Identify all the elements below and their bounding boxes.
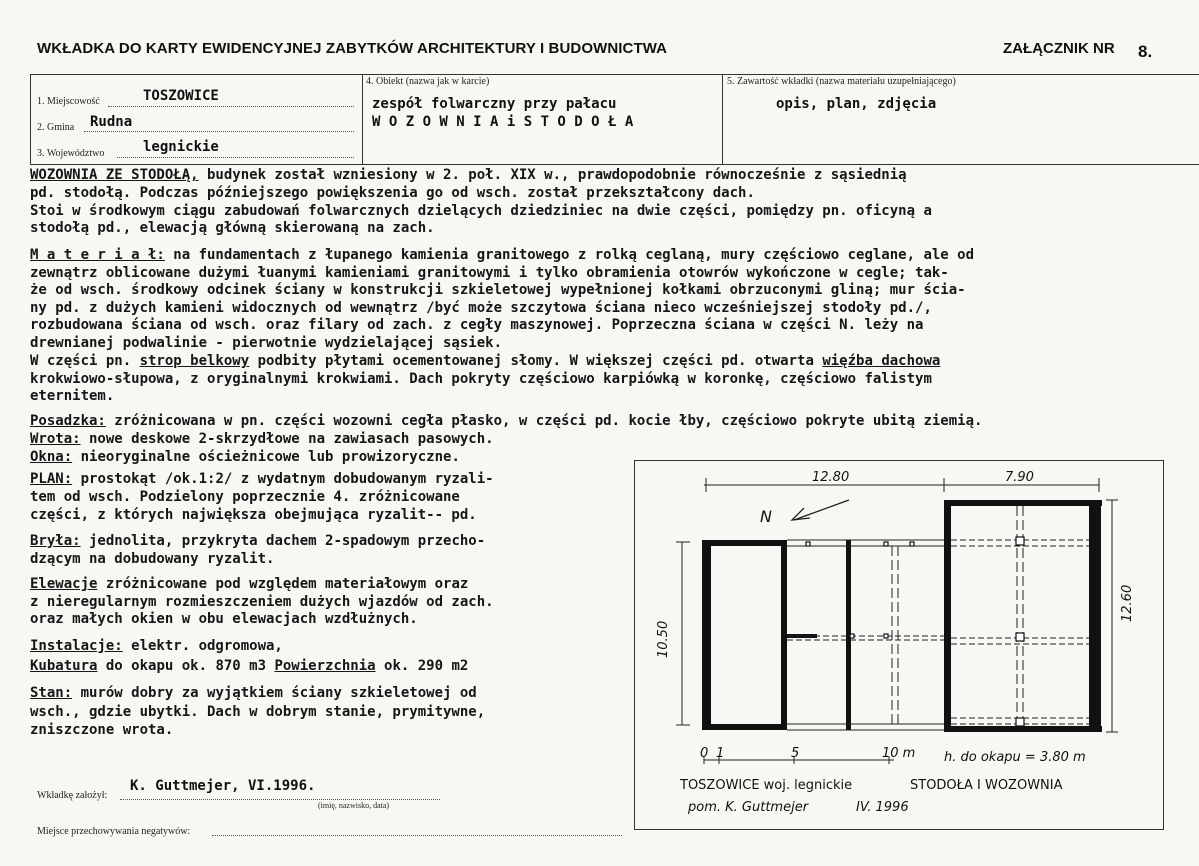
wrota-line: Wrota: nowe deskowe 2-skrzydłowe na zawiasach pasowych. bbox=[30, 431, 494, 447]
stan-label: Stan: bbox=[30, 685, 73, 701]
elewacje-line-2: z nieregularnym rozmieszczeniem dużych wjazdów od zach. bbox=[30, 594, 494, 610]
posadzka-line: Posadzka: zróżnicowana w pn. części wozowni cegła płasko, w części pd. kocie łby, częściowo pokryte ubitą ziemią. bbox=[30, 413, 983, 429]
author-label: Wkładkę założył: bbox=[37, 790, 108, 801]
table-bottom-rule bbox=[30, 164, 1199, 165]
plan-line-1: PLAN: prostokąt /ok.1:2/ z wydatnym dobudowanym ryzali- bbox=[30, 471, 494, 487]
table-divider-1 bbox=[362, 74, 363, 164]
wojewodztwo-line bbox=[117, 157, 354, 158]
gmina-label: 2. Gmina bbox=[37, 122, 75, 133]
caption-date: IV. 1996 bbox=[856, 800, 909, 815]
wiezba-term: więźba dachowa bbox=[822, 353, 941, 369]
plan-line-3: części, z których największa obejmująca ryzalit-- pd. bbox=[30, 507, 477, 523]
strop-line-1: W części pn. strop belkowy podbity płytami ocementowanej słomy. W większej części pd. otwarta więźba dachowa bbox=[30, 353, 941, 369]
material-line-3: że od wsch. środkowy odcinek ściany w konstrukcji szkieletowej wypełnionej kołkami obrzuconymi gliną; mur ścia- bbox=[30, 282, 966, 298]
elewacje-line-1: Elewacje zróżnicowane pod względem materiałowym oraz bbox=[30, 576, 469, 592]
annex-label: ZAŁĄCZNIK NR bbox=[1003, 40, 1115, 57]
elewacje-line-3: oraz małych okien w obu elewacjach wzdłużnych. bbox=[30, 611, 418, 627]
miejscowosc-label: 1. Miejscowość bbox=[37, 96, 100, 107]
card-title: WKŁADKA DO KARTY EWIDENCYJNEJ ZABYTKÓW ARCHITEKTURY I BUDOWNICTWA bbox=[37, 40, 668, 57]
obiekt-label: 4. Obiekt (nazwa jak w karcie) bbox=[366, 76, 490, 87]
strop-term: strop belkowy bbox=[139, 353, 250, 369]
dim-left: 10.50 bbox=[656, 620, 671, 658]
author-value: K. Guttmejer, VI.1996. bbox=[130, 778, 316, 794]
wrota-label: Wrota: bbox=[30, 431, 81, 447]
caption-author: pom. K. Guttmejer bbox=[688, 800, 809, 815]
caption-place: TOSZOWICE woj. legnickie bbox=[680, 778, 853, 793]
strop-line-3: eternitem. bbox=[30, 388, 115, 404]
stan-line-2: wsch., gdzie ubytki. Dach w dobrym stanie, prymitywne, bbox=[30, 704, 486, 720]
gmina-value: Rudna bbox=[90, 114, 133, 130]
okna-line: Okna: nieoryginalne ościeżnicowe lub prowizoryczne. bbox=[30, 449, 460, 465]
dim-right: 12.60 bbox=[1120, 584, 1135, 622]
intro-heading: WOZOWNIA ZE STODOŁĄ, bbox=[30, 167, 199, 183]
material-line-1: M a t e r i a ł: na fundamentach z łupanego kamienia granitowego z rolką ceglaną, mury częściowo ceglane, ale od bbox=[30, 247, 975, 263]
floor-plan bbox=[634, 460, 1164, 830]
annex-number: 8. bbox=[1138, 42, 1153, 61]
building-walls bbox=[702, 500, 1102, 732]
zawartosc-value: opis, plan, zdjęcia bbox=[776, 96, 937, 112]
storage-label: Miejsce przechowywania negatywów: bbox=[37, 826, 191, 837]
gmina-line bbox=[84, 131, 354, 132]
intro-line-4: stodołą pd., elewacją główną skierowaną na zach. bbox=[30, 220, 435, 236]
intro-line-3: Stoi w środkowym ciągu zabudowań folwarcznych dzielących dziedziniec na dwie części, pomiędzy pn. oficyną a bbox=[30, 203, 932, 219]
table-top-rule bbox=[30, 74, 1199, 75]
okna-label: Okna: bbox=[30, 449, 73, 465]
kubatura-label: Kubatura bbox=[30, 658, 98, 674]
scale-1: 1 bbox=[716, 746, 725, 761]
scale-10: 10 m bbox=[882, 746, 916, 761]
material-heading: M a t e r i a ł: bbox=[30, 247, 165, 263]
material-line-4: ny pd. z dużych kamieni widocznych od wewnątrz /być może szczytowa ściana nieco wcześniejszej stodoły pd./, bbox=[30, 300, 932, 316]
stan-line-3: zniszczone wrota. bbox=[30, 722, 174, 738]
material-line-2: zewnątrz oblicowane dużymi łuanymi kamieniami granitowymi i tylko obramienia otowrów wykończone w cegle; tak- bbox=[30, 265, 949, 281]
table-left-rule bbox=[30, 74, 31, 164]
wojewodztwo-label: 3. Województwo bbox=[37, 148, 105, 159]
miejscowosc-value: TOSZOWICE bbox=[143, 88, 219, 104]
posadzka-label: Posadzka: bbox=[30, 413, 106, 429]
obiekt-line2: W O Z O W N I A i S T O D O Ł A bbox=[372, 114, 634, 130]
dim-top-left: 12.80 bbox=[812, 470, 850, 485]
instalacje-line: Instalacje: elektr. odgromowa, bbox=[30, 638, 283, 654]
north-arrow bbox=[792, 500, 849, 520]
elewacje-label: Elewacje bbox=[30, 576, 98, 592]
bryla-label: Bryła: bbox=[30, 533, 81, 549]
author-hint: (imię, nazwisko, data) bbox=[318, 801, 390, 810]
kubatura-line: Kubatura do okapu ok. 870 m3 Powierzchnia ok. 290 m2 bbox=[30, 658, 469, 674]
miejscowosc-line bbox=[108, 106, 354, 107]
material-line-6: drewnianej podwalinie - pierwotnie wydzielającej sąsiek. bbox=[30, 335, 503, 351]
zawartosc-label: 5. Zawartość wkładki (nazwa materiału uzupełniającego) bbox=[727, 76, 956, 87]
table-divider-2 bbox=[722, 74, 723, 164]
storage-line bbox=[212, 835, 622, 836]
north-label: N bbox=[760, 507, 772, 526]
intro-line-1: WOZOWNIA ZE STODOŁĄ, budynek został wzniesiony w 2. poł. XIX w., prawdopodobnie równocześnie z sąsiednią bbox=[30, 167, 907, 183]
material-line-5: rozbudowana ściana od wsch. oraz filary od zach. z cegły maszynowej. Poprzeczna ściana w części N. leży na bbox=[30, 317, 924, 333]
stan-line-1: Stan: murów dobry za wyjątkiem ściany szkieletowej od bbox=[30, 685, 477, 701]
author-line bbox=[120, 799, 440, 800]
eave-height: h. do okapu = 3.80 m bbox=[944, 750, 1086, 765]
powierzchnia-label: Powierzchnia bbox=[274, 658, 376, 674]
scale-0: 0 bbox=[700, 746, 709, 761]
obiekt-line1: zespół folwarczny przy pałacu bbox=[372, 96, 617, 112]
dim-top-right: 7.90 bbox=[1005, 470, 1034, 485]
instalacje-label: Instalacje: bbox=[30, 638, 123, 654]
caption-building: STODOŁA I WOZOWNIA bbox=[910, 778, 1063, 793]
strop-line-2: krokwiowo-słupowa, z oryginalnymi krokwiami. Dach pokryty częściowo karpiówką w koronkę, częściowo falistym bbox=[30, 371, 932, 387]
intro-line-2: pd. stodołą. Podczas późniejszego powiększenia go od wsch. został przekształcony dach. bbox=[30, 185, 755, 201]
wojewodztwo-value: legnickie bbox=[143, 139, 219, 155]
scale-5: 5 bbox=[791, 746, 800, 761]
bryla-line-1: Bryła: jednolita, przykryta dachem 2-spadowym przecho- bbox=[30, 533, 486, 549]
plan-label: PLAN: bbox=[30, 471, 73, 487]
bryla-line-2: dzącym na dobudowany ryzalit. bbox=[30, 551, 275, 567]
plan-line-2: tem od wsch. Podzielony poprzecznie 4. zróżnicowane bbox=[30, 489, 460, 505]
